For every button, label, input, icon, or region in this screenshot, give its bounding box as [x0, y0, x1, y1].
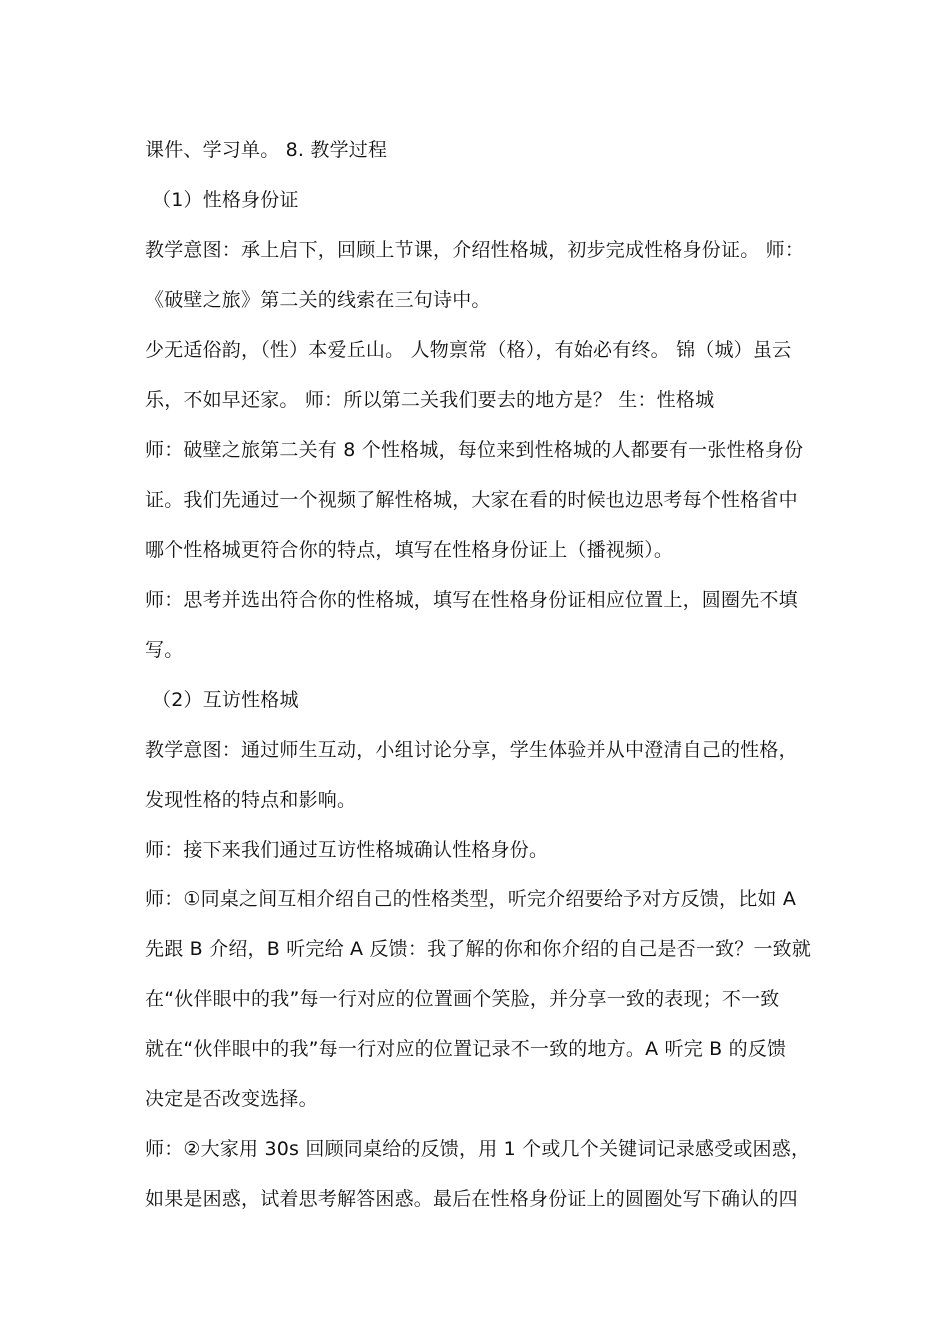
- section-heading: （2）互访性格城: [152, 689, 299, 711]
- text-line: 少无适俗韵，（性）本爱丘山。 人物禀常（格），有始必有终。 锦（城）虽云: [145, 339, 792, 361]
- text-line: 师：①同桌之间互相介绍自己的性格类型，听完介绍要给予对方反馈，比如 A: [145, 888, 797, 910]
- text-line: 师：接下来我们通过互访性格城确认性格身份。: [145, 839, 549, 861]
- text-line: 发现性格的特点和影响。: [145, 789, 357, 811]
- text-line: 课件、学习单。 8. 教学过程: [145, 139, 388, 161]
- text-line: 决定是否改变选择。: [145, 1088, 318, 1110]
- text-line: 在“伙伴眼中的我”每一行对应的位置画个笑脸，并分享一致的表现；不一致: [145, 988, 780, 1010]
- text-line: 《破壁之旅》第二关的线索在三句诗中。: [145, 289, 491, 311]
- text-line: 证。我们先通过一个视频了解性格城，大家在看的时候也边思考每个性格省中: [145, 489, 798, 511]
- section-heading: （1）性格身份证: [152, 189, 299, 211]
- text-line: 师：思考并选出符合你的性格城，填写在性格身份证相应位置上，圆圈先不填: [145, 589, 798, 611]
- text-line: 师：破壁之旅第二关有 8 个性格城，每位来到性格城的人都要有一张性格身份: [145, 439, 804, 461]
- text-line: 先跟 B 介绍，B 听完给 A 反馈：我了解的你和你介绍的自己是否一致？一致就: [145, 938, 812, 960]
- text-line: 教学意图：承上启下，回顾上节课，介绍性格城，初步完成性格身份证。 师：: [145, 239, 805, 261]
- text-line: 就在“伙伴眼中的我”每一行对应的位置记录不一致的地方。A 听完 B 的反馈: [145, 1038, 787, 1060]
- text-line: 师：②大家用 30s 回顾同桌给的反馈，用 1 个或几个关键词记录感受或困惑，: [145, 1138, 811, 1160]
- text-line: 写。: [145, 639, 184, 661]
- text-line: 教学意图：通过师生互动，小组讨论分享，学生体验并从中澄清自己的性格，: [145, 739, 798, 761]
- text-line: 如果是困惑，试着思考解答困惑。最后在性格身份证上的圆圈处写下确认的四: [145, 1188, 798, 1210]
- text-line: 乐，不如早还家。 师：所以第二关我们要去的地方是？ 生：性格城: [145, 389, 715, 411]
- text-line: 哪个性格城更符合你的特点，填写在性格身份证上（播视频）。: [145, 539, 674, 561]
